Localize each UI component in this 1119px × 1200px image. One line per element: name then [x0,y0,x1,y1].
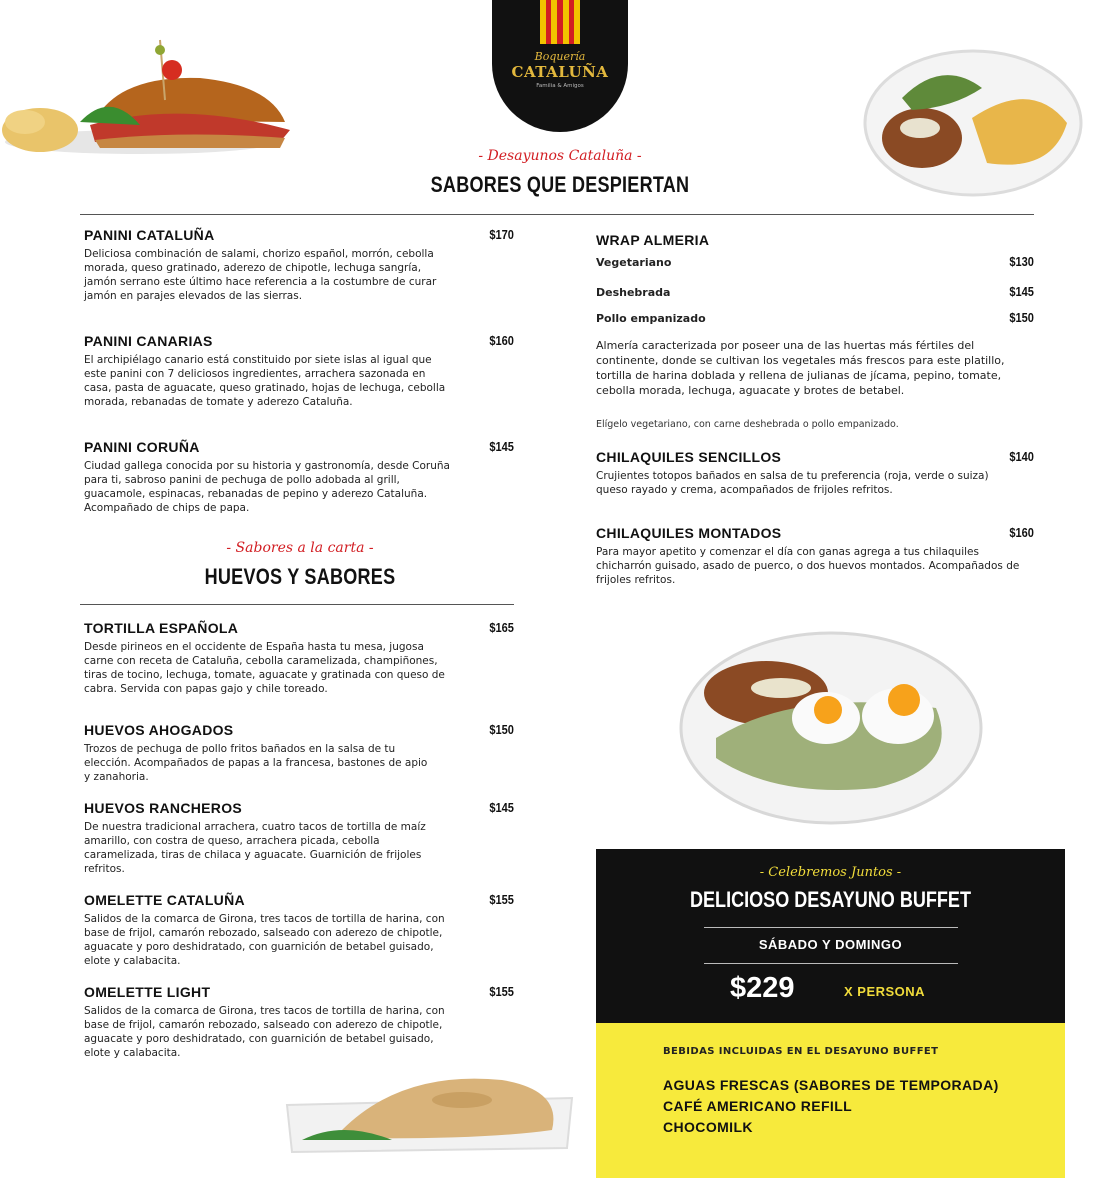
item-price: $145 [489,800,514,815]
item-name: HUEVOS AHOGADOS [84,722,234,738]
buffet-days: SÁBADO Y DOMINGO [758,937,903,952]
menu-item [596,449,1034,497]
wrap-description: Almería caracterizada por poseer una de las huertas más fértiles del continente, donde se cultivan los vegetales más frescos para este platillo, tortilla de harina doblada y rellena de julianas de jícama, pepino, tomate, cebolla morada, lechuga, aguacate y brotes de betabel. [596,339,1005,397]
item-description: Trozos de pechuga de pollo fritos bañados en la salsa de tu elección. Acompañados de papas a la francesa, bastones de apio y zanahoria. [84,743,428,783]
section-kicker-breakfast: - Desayunos Cataluña - [478,148,642,164]
brand-tagline: Familia & Amigos [536,83,584,89]
option-label: Vegetariano [596,256,672,269]
option-price: $130 [1009,254,1034,269]
section-kicker-carta: - Sabores a la carta - [226,540,374,556]
chilaquiles-plate-photo [676,628,986,828]
list-item: AGUAS FRESCAS (SABORES DE TEMPORADA) [663,1077,999,1093]
item-price: $160 [1009,525,1034,540]
brand-script: Boquería [534,50,586,63]
item-price: $165 [489,620,514,635]
buffet-per-person: X PERSONA [844,984,926,999]
drinks-heading: BEBIDAS INCLUIDAS EN EL DESAYUNO BUFFET [663,1046,939,1057]
divider [80,604,514,605]
item-description: De nuestra tradicional arrachera, cuatro tacos de tortilla de maíz amarillo, con costra de queso, arrachera picada, cebolla caramelizada, tiras de chilaca y aguacate. Guarnición de frijoles refritos. [84,821,426,875]
item-price: $155 [489,984,514,999]
item-description: Para mayor apetito y comenzar el día con ganas agrega a tus chilaquiles chicharrón guisado, asado de puerco, o dos huevos montados. Acompañados de frijoles refritos. [596,546,1020,586]
item-description: Ciudad gallega conocida por su historia y gastronomía, desde Coruña para ti, sabroso panini de pechuga de pollo adobada al grill, guacamole, espinacas, rebanadas de pepino y aderezo Cataluña. Acompañado de chips de papa. [84,460,450,514]
item-price: $150 [489,722,514,737]
menu-item [84,984,514,1060]
item-name: PANINI CANARIAS [84,333,213,349]
item-description: Deliciosa combinación de salami, chorizo español, morrón, cebolla morada, queso gratinado, aderezo de chipotle, lechuga sangría, jamón serrano este último hace referencia a la costumbre de curar jamón en parajes elevados de las sierras. [84,248,437,302]
item-price: $140 [1009,449,1034,464]
brand-logo [492,0,628,132]
menu-item [84,800,514,876]
drinks-list [663,1075,999,1138]
item-name: HUEVOS RANCHEROS [84,800,243,816]
divider [704,963,958,964]
item-description: Salidos de la comarca de Girona, tres tacos de tortilla de harina, con base de frijol, camarón rebozado, salseado con aderezo de chipotle, aguacate y poro deshidratado, con guarnición de betabel guisado, elote y calabacita. [84,913,445,967]
buffet-drinks-panel [596,1023,1065,1178]
item-description: Crujientes totopos bañados en salsa de tu preferencia (roja, verde o suiza) queso rayado y crema, acompañados de frijoles refritos. [596,470,989,496]
item-description: Desde pirineos en el occidente de España hasta tu mesa, jugosa carne con receta de Cataluña, cebolla caramelizada, champiñones, tiras de tocino, lechuga, tomate, aguacate y gratinada con queso de cabra. Servida con papas gajo y chile toreado. [84,641,445,695]
item-description: Salidos de la comarca de Girona, tres tacos de tortilla de harina, con base de frijol, camarón rebozado, salseado con aderezo de chipotle, aguacate y poro deshidratado, con guarnición de betabel guisado, elote y calabacita. [84,1005,445,1059]
buffet-kicker: - Celebremos Juntos - [759,865,902,880]
catalan-flag-icon [540,0,580,44]
wrap-note: Elígelo vegetariano, con carne deshebrada o pollo empanizado. [596,419,899,430]
wrap-option [596,256,1034,269]
list-item: CAFÉ AMERICANO REFILL [663,1098,853,1114]
buffet-panel [596,849,1065,1023]
menu-item [84,620,514,696]
option-price: $150 [1009,310,1034,325]
menu-item [596,525,1034,587]
option-price: $145 [1009,284,1034,299]
buffet-price: $229 [730,972,795,1004]
list-item: CHOCOMILK [663,1119,753,1135]
brand-name: CATALUÑA [511,63,609,81]
item-price: $155 [489,892,514,907]
item-name: OMELETTE LIGHT [84,984,211,1000]
divider [704,927,958,928]
wrap-option [596,312,1034,325]
menu-item [84,892,514,968]
item-name: PANINI CORUÑA [84,439,200,455]
section-title-carta: HUEVOS Y SABORES [204,564,396,589]
buffet-title: DELICIOSO DESAYUNO BUFFET [689,887,971,912]
wrap-name: WRAP ALMERIA [596,232,710,248]
menu-item [84,722,514,784]
option-label: Pollo empanizado [596,312,706,325]
omelette-plate-photo [862,48,1084,198]
item-name: CHILAQUILES MONTADOS [596,525,782,541]
panini-photo [0,30,300,160]
divider [80,214,1034,215]
menu-item [84,227,514,303]
item-price: $170 [489,227,514,242]
item-price: $145 [489,439,514,454]
option-label: Deshebrada [596,286,671,299]
item-name: OMELETTE CATALUÑA [84,892,245,908]
item-name: PANINI CATALUÑA [84,227,215,243]
item-price: $160 [489,333,514,348]
item-description: El archipiélago canario está constituido por siete islas al igual que este panini con 7 deliciosos ingredientes, arrachera sazonada en casa, pasta de aguacate, queso gratinado, hojas de lechuga, cebolla morada, rebanadas de tomate y aderezo Cataluña. [84,354,446,408]
menu-item [84,333,514,409]
menu-item [84,439,514,515]
wrap-plate-photo [282,1060,578,1168]
section-title-breakfast: SABORES QUE DESPIERTAN [430,172,690,197]
item-name: CHILAQUILES SENCILLOS [596,449,782,465]
item-name: TORTILLA ESPAÑOLA [84,620,239,636]
wrap-option [596,286,1034,299]
